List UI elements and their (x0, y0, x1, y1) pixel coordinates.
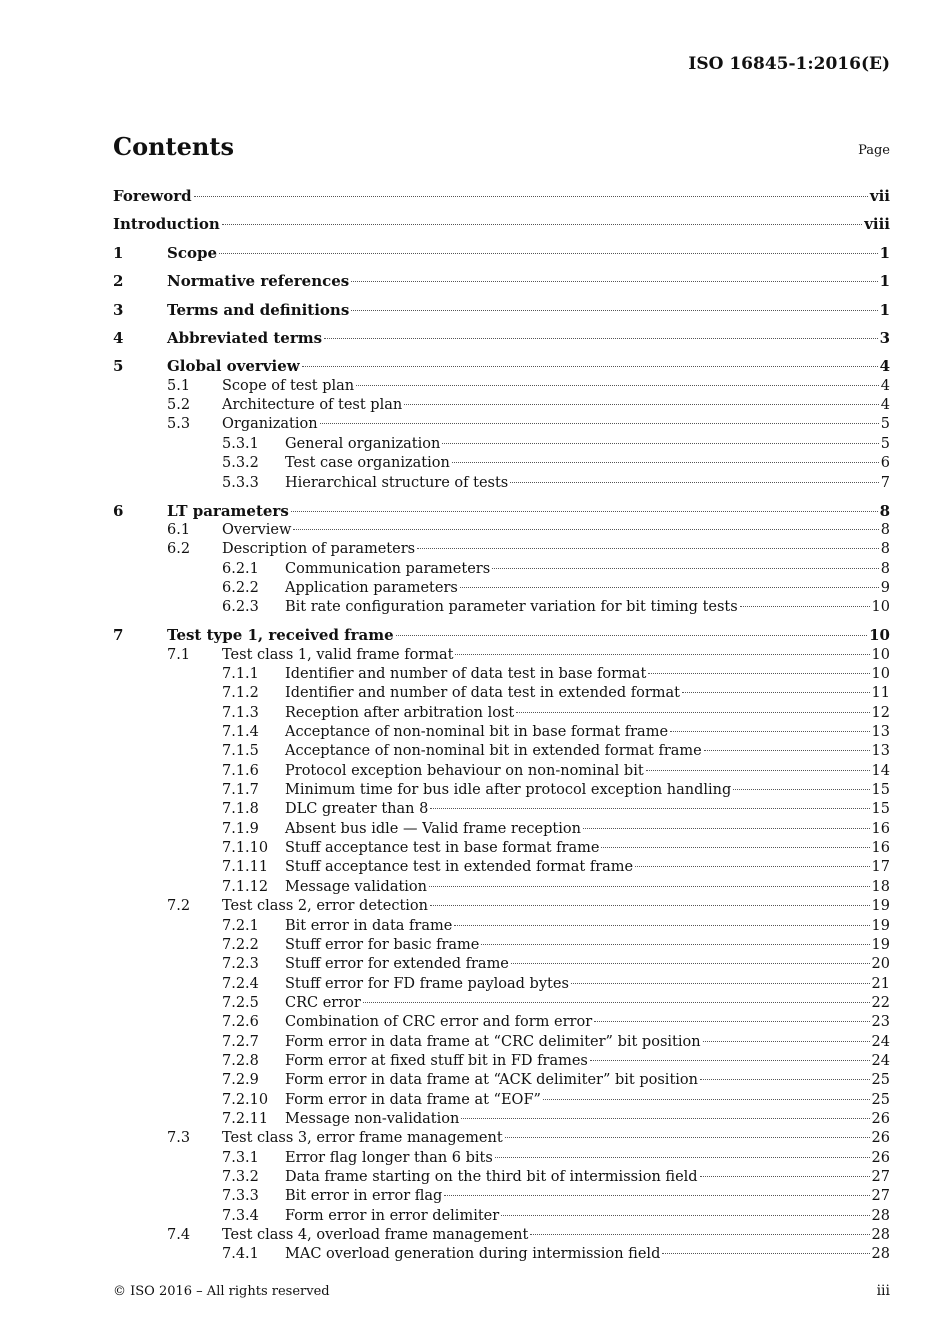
toc-entry-title: Global overview (167, 357, 300, 376)
toc-entry-page: 20 (871, 956, 890, 973)
toc-entry-number: 7.1 (167, 646, 191, 663)
toc-entry[interactable] (0, 1186, 950, 1206)
toc-entry-title: Scope (167, 243, 218, 262)
toc-entry-page: 28 (871, 1207, 890, 1224)
toc-entry-number: 7.4 (167, 1227, 191, 1244)
toc-entry[interactable] (0, 741, 950, 761)
toc-entry-title: Architecture of test plan (222, 397, 403, 414)
toc-entry-number: 7.2.10 (222, 1091, 269, 1108)
page-column-label: Page (858, 143, 890, 158)
toc-entry-number: 5.1 (167, 377, 191, 394)
toc-entry-page: 11 (871, 685, 890, 702)
toc-entry-page: 12 (871, 704, 890, 721)
toc-entry-number: 7.2.5 (222, 994, 259, 1011)
dot-leader (594, 1021, 869, 1022)
toc-entry-number: 6.2.3 (222, 599, 259, 616)
dot-leader (442, 443, 878, 444)
toc-entry[interactable] (0, 799, 950, 819)
toc-entry[interactable] (0, 214, 950, 234)
toc-entry-number: 7.3.2 (222, 1169, 259, 1186)
toc-entry-title: Acceptance of non-nominal bit in extended format frame (285, 743, 702, 760)
dot-leader (396, 635, 867, 636)
toc-entry-title: Reception after arbitration lost (285, 704, 515, 721)
toc-entry-page: 1 (879, 272, 890, 291)
dot-leader (404, 404, 879, 405)
toc-entry-title: Test class 3, error frame management (222, 1130, 503, 1147)
dot-leader (648, 673, 869, 674)
toc-entry-page: 1 (879, 300, 890, 319)
toc-entry-number: 7.2.9 (222, 1072, 259, 1089)
toc-entry-number: 5 (113, 357, 124, 376)
dot-leader (219, 253, 878, 254)
toc-entry[interactable] (0, 473, 950, 493)
dot-leader (530, 1234, 869, 1235)
toc-entry-page: 14 (871, 762, 890, 779)
dot-leader (194, 196, 868, 197)
toc-entry-number: 7.4.1 (222, 1246, 259, 1263)
footer-page-number: iii (876, 1283, 890, 1299)
dot-leader (356, 385, 879, 386)
toc-entry-title: Combination of CRC error and form error (285, 1014, 593, 1031)
toc-entry-title: Identifier and number of data test in base format (285, 665, 647, 682)
toc-entry[interactable] (0, 1167, 950, 1187)
toc-entry[interactable] (0, 1206, 950, 1226)
toc-entry-title: Stuff error for basic frame (285, 936, 480, 953)
toc-entry-title: Terms and definitions (167, 300, 350, 319)
toc-entry-title: Bit rate configuration parameter variation for bit timing tests (285, 599, 738, 616)
toc-entry-page: 22 (871, 994, 890, 1011)
toc-entry[interactable] (0, 186, 950, 206)
toc-entry-title: DLC greater than 8 (285, 801, 429, 818)
toc-entry-title: Normative references (167, 272, 350, 291)
toc-entry[interactable] (0, 1070, 950, 1090)
toc-entry-title: Test case organization (285, 455, 450, 472)
toc-entry[interactable] (0, 993, 950, 1013)
dot-leader (430, 808, 869, 809)
toc-entry[interactable] (0, 328, 950, 348)
dot-leader (351, 281, 877, 282)
page-title: Contents (113, 132, 234, 161)
toc-entry-number: 7.1.4 (222, 724, 259, 740)
toc-entry-number: 7.3.3 (222, 1188, 259, 1205)
toc-entry-number: 5.3.1 (222, 435, 259, 452)
dot-leader (682, 692, 870, 693)
dot-leader (492, 568, 879, 569)
toc-entry-page: 15 (871, 782, 890, 799)
dot-leader (324, 338, 877, 339)
dot-leader (601, 847, 869, 848)
toc-entry-number: 5.3.3 (222, 474, 259, 491)
toc-entry[interactable] (0, 722, 950, 742)
toc-entry[interactable] (0, 761, 950, 781)
dot-leader (430, 905, 870, 906)
toc-entry-title: Form error in data frame at “EOF” (285, 1091, 541, 1108)
toc-entry-page: 19 (871, 936, 890, 953)
toc-entry-title: Stuff acceptance test in base format frame (285, 840, 600, 857)
dot-leader (670, 731, 870, 732)
toc-entry[interactable] (0, 645, 950, 665)
toc-entry-number: 7.2.8 (222, 1052, 259, 1069)
dot-leader (733, 789, 869, 790)
toc-entry[interactable] (0, 300, 950, 320)
toc-entry-page: 16 (871, 820, 890, 837)
toc-entry-page: 10 (871, 665, 890, 682)
toc-entry-page: 28 (871, 1246, 890, 1263)
toc-entry-page: 8 (880, 560, 890, 577)
dot-leader (635, 866, 869, 867)
toc-entry-title: Minimum time for bus idle after protocol exception handling (285, 782, 732, 799)
toc-entry[interactable] (0, 356, 950, 376)
dot-leader (222, 224, 862, 225)
toc-entry[interactable] (0, 414, 950, 434)
dot-leader (505, 1137, 870, 1138)
footer-copyright: © ISO 2016 – All rights reserved (113, 1284, 330, 1299)
dot-leader (543, 1099, 870, 1100)
toc-entry-number: 7.1.5 (222, 743, 259, 760)
toc-entry-title: Test class 1, valid frame format (222, 646, 454, 663)
toc-entry-number: 7 (113, 626, 124, 645)
toc-entry-page: 5 (880, 416, 890, 433)
dot-leader (511, 963, 870, 964)
toc-entry-number: 7.2.1 (222, 917, 259, 934)
dot-leader (700, 1079, 870, 1080)
toc-entry-number: 7.1.10 (222, 840, 269, 857)
toc-entry-title: Description of parameters (222, 541, 416, 558)
toc-entry-page: viii (864, 215, 890, 234)
dot-leader (461, 1118, 869, 1119)
toc-entry-page: 9 (880, 579, 890, 596)
toc-entry-title: Error flag longer than 6 bits (285, 1149, 493, 1166)
toc-entry-page: 26 (871, 1130, 890, 1147)
toc-entry[interactable] (0, 857, 950, 877)
toc-entry-page: 18 (871, 878, 890, 895)
toc-entry-title: Communication parameters (285, 560, 491, 577)
toc-entry-number: 7.3.4 (222, 1207, 259, 1224)
toc-entry[interactable] (0, 597, 950, 617)
dot-leader (460, 587, 879, 588)
toc-entry-page: 6 (880, 455, 890, 472)
dot-leader (291, 511, 878, 512)
toc-entry-number: 7.3 (167, 1130, 191, 1147)
toc-entry-page: 21 (871, 975, 890, 992)
toc-entry[interactable] (0, 453, 950, 473)
toc-entry-title: Form error in data frame at “CRC delimiter” bit position (285, 1033, 701, 1050)
toc-entry[interactable] (0, 935, 950, 955)
toc-entry-page: 7 (880, 474, 890, 491)
dot-leader (583, 828, 870, 829)
toc-entry-page: 19 (871, 898, 890, 915)
toc-entry-number: 6 (113, 501, 124, 520)
toc-entry-page: 5 (880, 435, 890, 452)
toc-entry-title: Form error in error delimiter (285, 1207, 500, 1224)
toc-entry-title: Scope of test plan (222, 377, 355, 394)
toc-entry-title: Message non-validation (285, 1111, 460, 1127)
toc-entry-title: General organization (285, 435, 441, 452)
dot-leader (293, 529, 878, 530)
toc-entry-number: 7.1.8 (222, 801, 259, 818)
toc-entry-page: 10 (871, 599, 890, 616)
toc-entry-number: 7.2.2 (222, 936, 259, 953)
toc-entry-page: 23 (871, 1014, 890, 1031)
toc-entry[interactable] (0, 1148, 950, 1168)
toc-entry-number: 6.2 (167, 541, 191, 558)
toc-entry-page: 10 (871, 646, 890, 663)
toc-entry-title: Message validation (285, 878, 427, 895)
toc-entry-title: CRC error (285, 994, 361, 1011)
toc-entry-title: Acceptance of non-nominal bit in base format frame (285, 724, 669, 740)
toc-entry[interactable] (0, 974, 950, 994)
dot-leader (429, 886, 870, 887)
toc-entry-page: 10 (869, 626, 890, 645)
toc-entry[interactable] (0, 434, 950, 454)
toc-entry-title: Foreword (113, 187, 192, 205)
toc-entry[interactable] (0, 376, 950, 396)
dot-leader (516, 712, 869, 713)
toc-entry-title: Abbreviated terms (167, 329, 323, 347)
toc-entry[interactable] (0, 916, 950, 936)
toc-entry[interactable] (0, 896, 950, 916)
toc-entry-title: Stuff error for FD frame payload bytes (285, 975, 569, 992)
toc-entry-number: 7.2.11 (222, 1111, 269, 1127)
toc-entry[interactable] (0, 683, 950, 703)
toc-entry-number: 6.1 (167, 521, 191, 538)
toc-entry-title: Test type 1, received frame (167, 626, 394, 645)
toc-entry[interactable] (0, 1128, 950, 1148)
toc-entry-number: 1 (113, 243, 124, 262)
toc-entry-page: 27 (871, 1169, 890, 1186)
toc-entry-page: 4 (880, 397, 890, 414)
toc-entry-page: 17 (871, 859, 890, 876)
toc-entry-number: 7.2.6 (222, 1014, 259, 1031)
toc-entry-title: Identifier and number of data test in extended format (285, 685, 680, 702)
toc-entry-number: 7.2.7 (222, 1033, 259, 1050)
toc-entry[interactable] (0, 539, 950, 559)
toc-entry-page: 24 (871, 1033, 890, 1050)
toc-entry-title: Hierarchical structure of tests (285, 474, 509, 491)
toc-entry-number: 7.1.11 (222, 859, 269, 876)
toc-entry-page: 4 (879, 357, 890, 376)
toc-entry-page: 25 (871, 1072, 890, 1089)
toc-entry-title: Application parameters (285, 579, 458, 596)
toc-entry[interactable] (0, 819, 950, 839)
toc-entry[interactable] (0, 780, 950, 800)
toc-entry-number: 7.2 (167, 898, 191, 915)
toc-entry-number: 7.1.1 (222, 665, 259, 682)
toc-entry[interactable] (0, 501, 950, 521)
dot-leader (590, 1060, 870, 1061)
toc-entry-title: Introduction (113, 215, 220, 234)
toc-entry-title: LT parameters (167, 501, 289, 520)
toc-entry-number: 5.3.2 (222, 455, 259, 472)
dot-leader (703, 1041, 870, 1042)
toc-entry-page: 8 (880, 521, 890, 538)
dot-leader (495, 1157, 870, 1158)
dot-leader (302, 366, 878, 367)
dot-leader (571, 983, 870, 984)
toc-entry-number: 2 (113, 272, 124, 291)
toc-entry-title: Data frame starting on the third bit of intermission field (285, 1169, 698, 1186)
toc-entry-page: 8 (880, 541, 890, 558)
toc-entry-page: 27 (871, 1188, 890, 1205)
toc-entry[interactable] (0, 1244, 950, 1264)
dot-leader (481, 944, 869, 945)
dot-leader (351, 310, 877, 311)
toc-entry-number: 7.1.3 (222, 704, 259, 721)
toc-entry-title: Protocol exception behaviour on non-nominal bit (285, 762, 644, 779)
dot-leader (501, 1215, 869, 1216)
toc-entry[interactable] (0, 243, 950, 263)
toc-entry-title: Test class 2, error detection (222, 898, 428, 915)
dot-leader (455, 654, 869, 655)
toc-entry[interactable] (0, 559, 950, 579)
toc-entry[interactable] (0, 1090, 950, 1110)
dot-leader (510, 482, 879, 483)
dot-leader (363, 1002, 870, 1003)
toc-entry-title: Test class 4, overload frame management (222, 1227, 529, 1244)
document-id: ISO 16845-1:2016(E) (688, 54, 890, 74)
toc-entry-title: Stuff error for extended frame (285, 956, 509, 973)
toc-entry[interactable] (0, 838, 950, 858)
toc-entry-number: 7.1.9 (222, 820, 259, 837)
toc-entry-page: 25 (871, 1091, 890, 1108)
toc-entry-number: 4 (113, 329, 124, 347)
toc-entry-title: Overview (222, 521, 292, 538)
toc-entry-title: Form error at fixed stuff bit in FD frames (285, 1052, 588, 1069)
toc-entry[interactable] (0, 520, 950, 540)
toc-entry-number: 7.3.1 (222, 1149, 259, 1166)
toc-entry-number: 5.2 (167, 397, 191, 414)
toc-entry[interactable] (0, 1109, 950, 1129)
dot-leader (740, 606, 870, 607)
toc-entry[interactable] (0, 271, 950, 291)
dot-leader (662, 1253, 869, 1254)
toc-entry-title: Stuff acceptance test in extended format frame (285, 859, 634, 876)
toc-entry-number: 6.2.2 (222, 579, 259, 596)
toc-entry[interactable] (0, 1032, 950, 1052)
toc-entry-number: 7.1.6 (222, 762, 259, 779)
toc-entry-page: 1 (879, 243, 890, 262)
toc-entry-page: 13 (871, 743, 890, 760)
toc-entry[interactable] (0, 395, 950, 415)
toc-entry-number: 3 (113, 300, 124, 319)
toc-entry-title: Form error in data frame at “ACK delimiter” bit position (285, 1072, 698, 1089)
dot-leader (452, 462, 879, 463)
toc-entry[interactable] (0, 954, 950, 974)
toc-entry-page: 13 (871, 724, 890, 740)
dot-leader (454, 925, 869, 926)
toc-entry-page: 15 (871, 801, 890, 818)
toc-entry-page: vii (869, 187, 890, 205)
toc-entry-title: Bit error in error flag (285, 1188, 443, 1205)
toc-entry-number: 7.1.12 (222, 878, 269, 895)
toc-entry-number: 7.2.4 (222, 975, 259, 992)
toc-entry-number: 7.2.3 (222, 956, 259, 973)
toc-entry-title: MAC overload generation during intermission field (285, 1246, 661, 1263)
toc-entry-number: 7.1.2 (222, 685, 259, 702)
toc-entry[interactable] (0, 1012, 950, 1032)
dot-leader (444, 1195, 869, 1196)
toc-entry-page: 8 (879, 501, 890, 520)
toc-entry-page: 3 (879, 329, 890, 347)
toc-entry-number: 7.1.7 (222, 782, 259, 799)
dot-leader (700, 1176, 870, 1177)
toc-entry-title: Absent bus idle — Valid frame reception (285, 820, 581, 837)
toc-entry-page: 16 (871, 840, 890, 857)
toc-entry-page: 28 (871, 1227, 890, 1244)
dot-leader (417, 548, 879, 549)
toc-entry[interactable] (0, 703, 950, 723)
dot-leader (646, 770, 870, 771)
toc-entry-page: 4 (880, 377, 890, 394)
toc-entry-number: 5.3 (167, 416, 191, 433)
toc-entry[interactable] (0, 1225, 950, 1245)
toc-entry-page: 26 (871, 1149, 890, 1166)
toc-entry-title: Organization (222, 416, 318, 433)
toc-entry-page: 26 (871, 1111, 890, 1127)
toc-entry[interactable] (0, 664, 950, 684)
toc-entry[interactable] (0, 578, 950, 598)
toc-entry-title: Bit error in data frame (285, 917, 453, 934)
toc-entry-page: 19 (871, 917, 890, 934)
toc-entry-number: 6.2.1 (222, 560, 259, 577)
toc-entry-page: 24 (871, 1052, 890, 1069)
toc-entry[interactable] (0, 1051, 950, 1071)
dot-leader (704, 750, 870, 751)
toc-entry[interactable] (0, 625, 950, 645)
dot-leader (320, 423, 879, 424)
toc-entry[interactable] (0, 877, 950, 897)
